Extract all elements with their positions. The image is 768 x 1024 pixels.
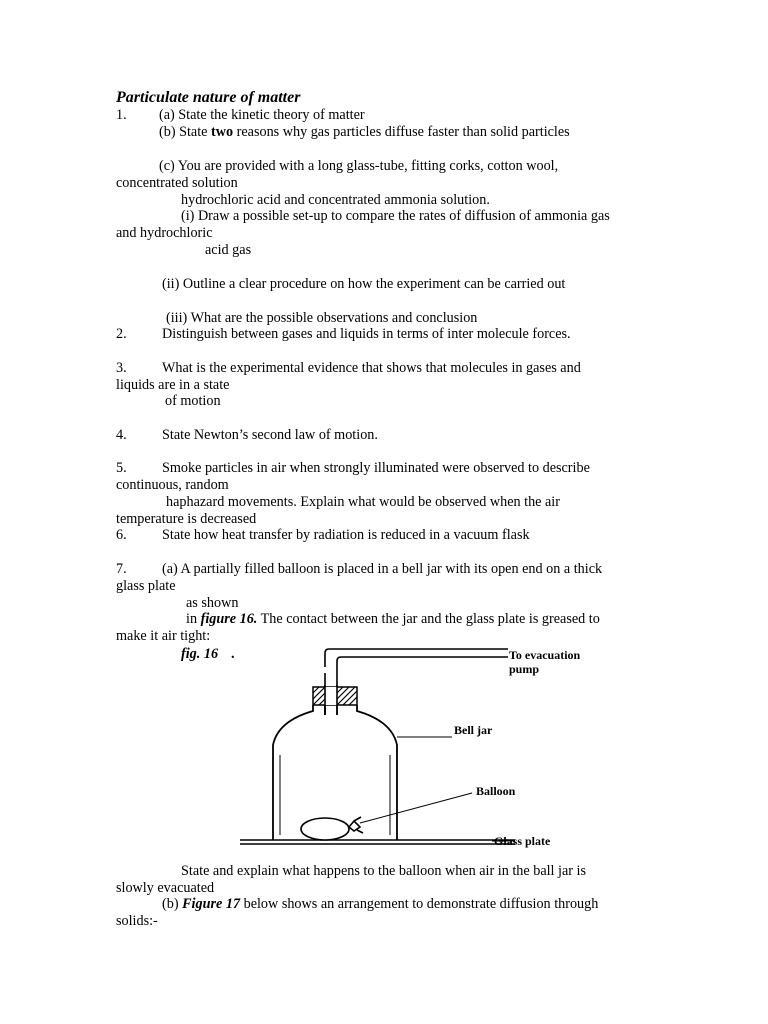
question-7a-line-7: slowly evacuated xyxy=(116,880,215,896)
question-7a-text: in xyxy=(186,611,201,627)
question-1c-ii: (ii) Outline a clear procedure on how the experiment can be carried out xyxy=(162,276,566,292)
figure-label: fig. 16 xyxy=(181,646,219,662)
cork-stopper xyxy=(313,685,357,715)
question-3-line-1: What is the experimental evidence that shows that molecules in gases and xyxy=(162,360,581,376)
figure-label-dot: . xyxy=(231,646,235,662)
question-1c-line-2: concentrated solution xyxy=(116,175,238,191)
question-1c-line-1: (c) You are provided with a long glass-tube, fitting corks, cotton wool, xyxy=(159,158,559,174)
question-7b-line-1 xyxy=(162,896,598,913)
question-7a-line-6: State and explain what happens to the balloon when air in the ball jar is xyxy=(181,863,587,879)
question-1b-text: (b) State xyxy=(159,124,212,140)
question-7a-line-1: (a) A partially filled balloon is placed in a bell jar with its open end on a thick xyxy=(162,561,603,577)
question-number: 6. xyxy=(116,527,127,543)
question-number: 2. xyxy=(116,326,127,342)
question-7a-line-3: as shown xyxy=(186,595,239,611)
question-number: 5. xyxy=(116,460,127,476)
glass-plate xyxy=(240,840,515,844)
question-7b-line-2: solids:- xyxy=(116,913,158,929)
question-1c-iii: (iii) What are the possible observations and conclusion xyxy=(166,310,478,326)
question-3-line-3: of motion xyxy=(165,393,221,409)
question-3-line-2: liquids are in a state xyxy=(116,377,230,393)
question-7a-line-2: glass plate xyxy=(116,578,176,594)
question-1c-i-line-2: and hydrochloric xyxy=(116,225,213,241)
question-1c-line-3: hydrochloric acid and concentrated ammonia solution. xyxy=(181,192,490,208)
emphasis-two: two xyxy=(211,124,234,140)
question-7a-text-rest: The contact between the jar and the glass plate is greased to xyxy=(257,611,600,627)
label-balloon: Balloon xyxy=(476,784,516,798)
page-title: Particulate nature of matter xyxy=(116,89,301,106)
question-7a-line-5: make it air tight: xyxy=(116,628,211,644)
question-1c-i-line-3: acid gas xyxy=(205,242,252,258)
question-7b-text-rest: below shows an arrangement to demonstrate diffusion through xyxy=(240,896,599,912)
label-bell-jar: Bell jar xyxy=(454,723,493,737)
question-7b-text: (b) xyxy=(162,896,183,912)
question-number: 4. xyxy=(116,427,127,443)
label-glass-plate: Glass plate xyxy=(494,834,551,848)
question-number: 3. xyxy=(116,360,127,376)
figure-17-reference: Figure 17 xyxy=(182,896,241,912)
bell-jar-diagram xyxy=(240,645,610,860)
question-1b-text-rest: reasons why gas particles diffuse faster than solid particles xyxy=(233,124,570,140)
question-number: 1. xyxy=(116,107,127,123)
figure-reference: figure 16. xyxy=(200,611,258,627)
label-pump: pump xyxy=(509,662,540,676)
question-7a-line-4 xyxy=(186,611,600,628)
question-5-line-4: temperature is decreased xyxy=(116,511,257,527)
question-number: 7. xyxy=(116,561,127,577)
question-5-line-3: haphazard movements. Explain what would be observed when the air xyxy=(166,494,560,510)
question-5-line-1: Smoke particles in air when strongly illuminated were observed to describe xyxy=(162,460,590,476)
question-1a: (a) State the kinetic theory of matter xyxy=(159,107,365,123)
label-to-evacuation: To evacuation xyxy=(509,648,581,662)
question-1b xyxy=(159,124,570,141)
question-1c-i-line-1: (i) Draw a possible set-up to compare the rates of diffusion of ammonia gas xyxy=(181,208,610,224)
question-4: State Newton’s second law of motion. xyxy=(162,427,378,443)
question-5-line-2: continuous, random xyxy=(116,477,229,493)
question-6: State how heat transfer by radiation is reduced in a vacuum flask xyxy=(162,527,530,543)
question-2: Distinguish between gases and liquids in terms of inter molecule forces. xyxy=(162,326,571,342)
balloon xyxy=(301,817,363,840)
